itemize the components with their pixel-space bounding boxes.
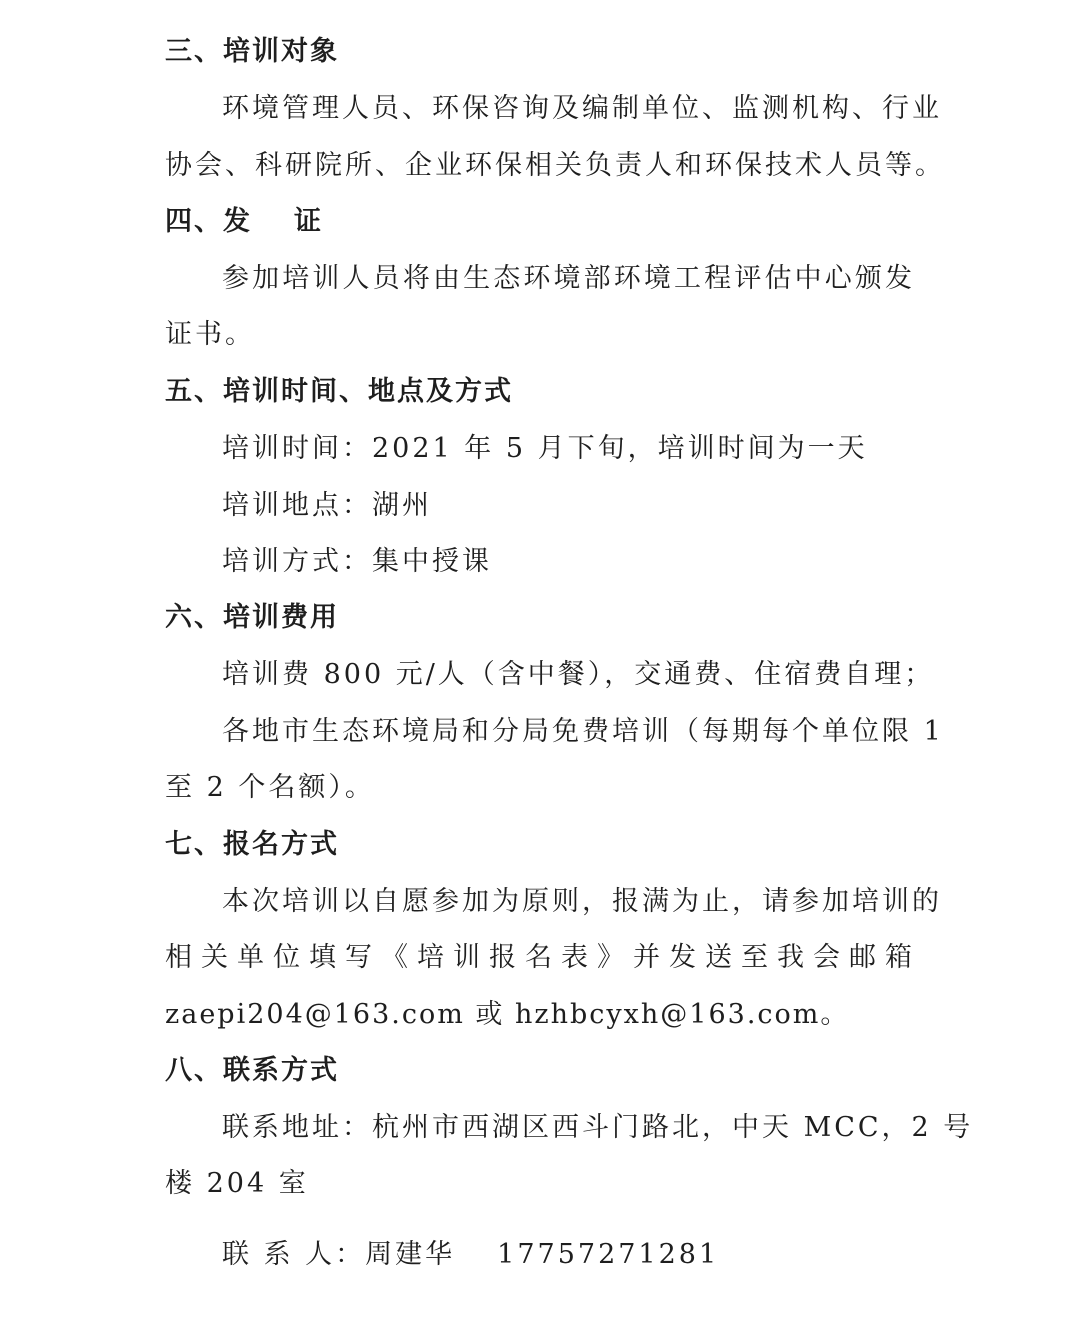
paragraph-line: 证书。 bbox=[165, 319, 255, 350]
paragraph-line: 参加培训人员将由生态环境部环境工程评估中心颁发 bbox=[222, 263, 915, 294]
contact-phone: 17757271281 bbox=[497, 1239, 720, 1270]
email-line: zaepi204@163.com 或 hzhbcyxh@163.com。 bbox=[165, 999, 850, 1030]
heading-part-left: 四、发 bbox=[165, 206, 252, 237]
section-heading-contact: 八、联系方式 bbox=[165, 1055, 339, 1086]
paragraph-line: 各地市生态环境局和分局免费培训（每期每个单位限 1 bbox=[222, 716, 944, 747]
paragraph-line: 培训时间：2021 年 5 月下旬，培训时间为一天 bbox=[222, 433, 868, 464]
contact-person-line bbox=[222, 1235, 915, 1275]
paragraph-line: 至 2 个名额）。 bbox=[165, 772, 375, 803]
section-heading-fees: 六、培训费用 bbox=[165, 602, 339, 633]
paragraph-line: 协会、科研院所、企业环保相关负责人和环保技术人员等。 bbox=[165, 150, 945, 181]
section-heading-certificate bbox=[165, 202, 915, 242]
paragraph-line: 培训方式：集中授课 bbox=[222, 546, 492, 577]
paragraph-line: 培训地点：湖州 bbox=[222, 490, 432, 521]
section-heading-training-target: 三、培训对象 bbox=[165, 36, 339, 67]
paragraph-line: 本次培训以自愿参加为原则，报满为止，请参加培训的 bbox=[222, 886, 942, 917]
paragraph-line: 联系地址：杭州市西湖区西斗门路北，中天 MCC，2 号 bbox=[222, 1112, 974, 1143]
contact-person-label: 联 系 人：周建华 bbox=[222, 1239, 456, 1270]
paragraph-line: 培训费 800 元/人（含中餐），交通费、住宿费自理； bbox=[222, 659, 935, 690]
heading-part-right: 证 bbox=[294, 206, 323, 237]
paragraph-line: 楼 204 室 bbox=[165, 1168, 309, 1199]
section-heading-time-place: 五、培训时间、地点及方式 bbox=[165, 376, 513, 407]
paragraph-line: 环境管理人员、环保咨询及编制单位、监测机构、行业 bbox=[222, 93, 942, 124]
section-heading-registration: 七、报名方式 bbox=[165, 829, 339, 860]
paragraph-line: 相关单位填写《培训报名表》并发送至我会邮箱 bbox=[165, 942, 915, 973]
